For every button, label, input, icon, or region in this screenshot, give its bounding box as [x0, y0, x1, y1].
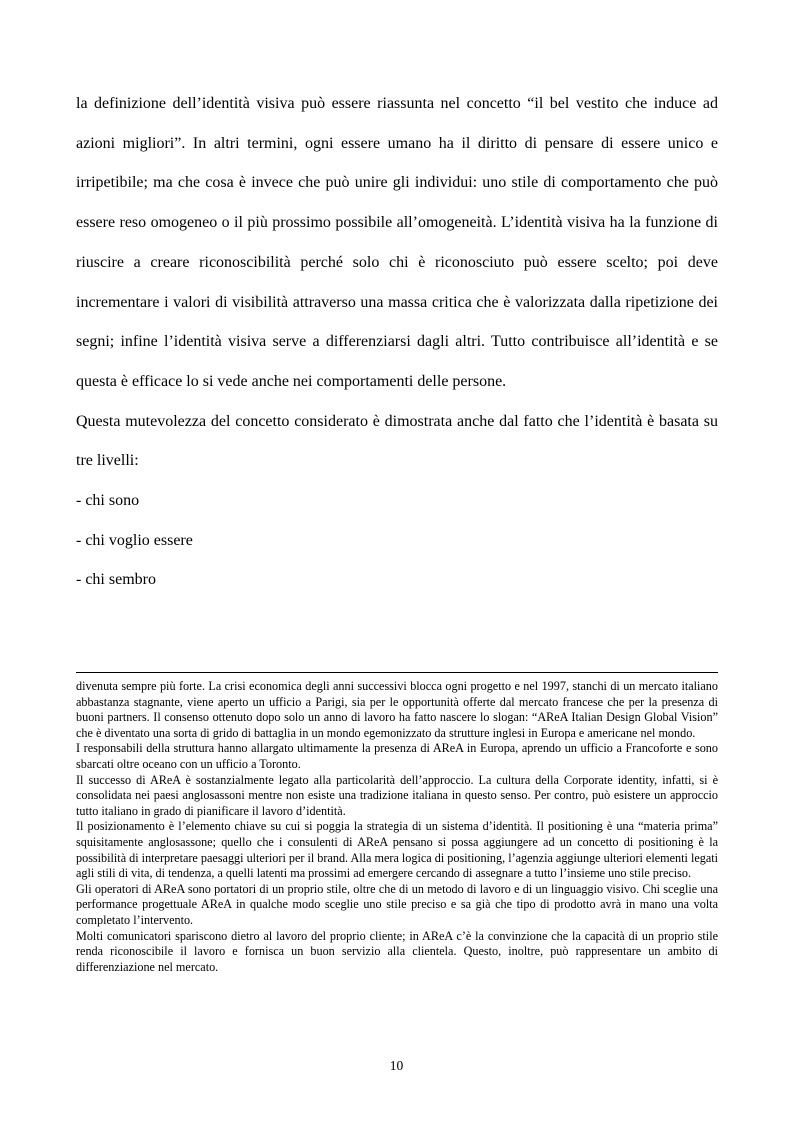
main-text: [76, 84, 718, 600]
footnote-divider: [76, 672, 718, 673]
list-item: - chi sono: [76, 492, 140, 510]
footnote: I responsabili della struttura hanno allargato ultimamente la presenza di AReA in Europa, aprendo un ufficio a Francoforte e sono sbarcati oltre oceano con un ufficio a Toronto.: [76, 741, 718, 771]
footnotes: [76, 679, 718, 975]
page-number: 10: [389, 1058, 404, 1073]
list-item: - chi sembro: [76, 571, 156, 589]
footnote: Gli operatori di AReA sono portatori di un proprio stile, oltre che di un metodo di lavoro e di un linguaggio visivo. Chi sceglie una performance progettuale AReA in qualche modo sceglie uno stile preciso e sa già che tipo di prodotto avrà in mano una volta completato l’intervento.: [76, 881, 718, 927]
footnote: divenuta sempre più forte. La crisi economica degli anni successivi blocca ogni progetto e nel 1997, stanchi di un mercato italiano abbastanza stagnante, viene aperto un ufficio a Parigi, sia per le opportunità offerte dal mercato francese che per la presenza di buoni partners. Il consenso ottenuto dopo solo un anno di lavoro ha fatto nascere lo slogan: “AReA Italian Design Global Vision” che è diventato una sorta di grido di battaglia in un mondo egemonizzato da strutture inglesi in Europa e americane nel mondo.: [76, 679, 718, 740]
footnote: Molti comunicatori spariscono dietro al lavoro del proprio cliente; in AReA c’è la convinzione che la capacità di un proprio stile renda riconoscibile il lavoro e fornisca un buon servizio alla clientela. Questo, inoltre, può rappresentare un ambito di differenziazione nel mercato.: [76, 928, 718, 974]
list-item: - chi voglio essere: [76, 531, 193, 549]
paragraph: Questa mutevolezza del concetto considerato è dimostrata anche dal fatto che l’identità è basata su tre livelli:: [76, 412, 718, 470]
footnote: Il posizionamento è l’elemento chiave su cui si poggia la strategia di un sistema d’identità. Il positioning è una “materia prima” squisitamente anglosassone; quello che i consulenti di AReA pensano si possa aggiungere ad un concetto di positioning è la possibilità di interpretare paesaggi ulteriori per il brand. Alla mera logica di positioning, l’agenzia aggiunge ulteriori elementi legati agli stili di vita, di tendenza, a quelli latenti ma prossimi ad emergere cercando di assegnare a tutto l’insieme uno stile preciso.: [76, 819, 719, 881]
footnote: Il successo di AReA è sostanzialmente legato alla particolarità dell’approccio. La cultura della Corporate identity, infatti, si è consolidata nei paesi anglosassoni mentre non esiste una tradizione italiana in questo senso. Per contro, può esistere un approccio tutto italiano in grado di pianificare il lavoro d’identità.: [76, 772, 718, 818]
paragraph: la definizione dell’identità visiva può essere riassunta nel concetto “il bel vestito che induce ad azioni migliori”. In altri termini, ogni essere umano ha il diritto di pensare di essere unico e irripetibile; ma che cosa è invece che può unire gli individui: uno stile di comportamento che può essere reso omogeneo o il più prossimo possibile all’omogeneità. L’identità visiva ha la funzione di riuscire a creare riconoscibilità perché solo chi è riconosciuto può essere scelto; poi deve incrementare i valori di visibilità attraverso una massa critica che è valorizzata dalla ripetizione dei segni; infine l’identità visiva serve a differenziarsi dagli altri. Tutto contribuisce all’identità e se questa è efficace lo si vede anche nei comportamenti delle persone.: [76, 95, 718, 390]
